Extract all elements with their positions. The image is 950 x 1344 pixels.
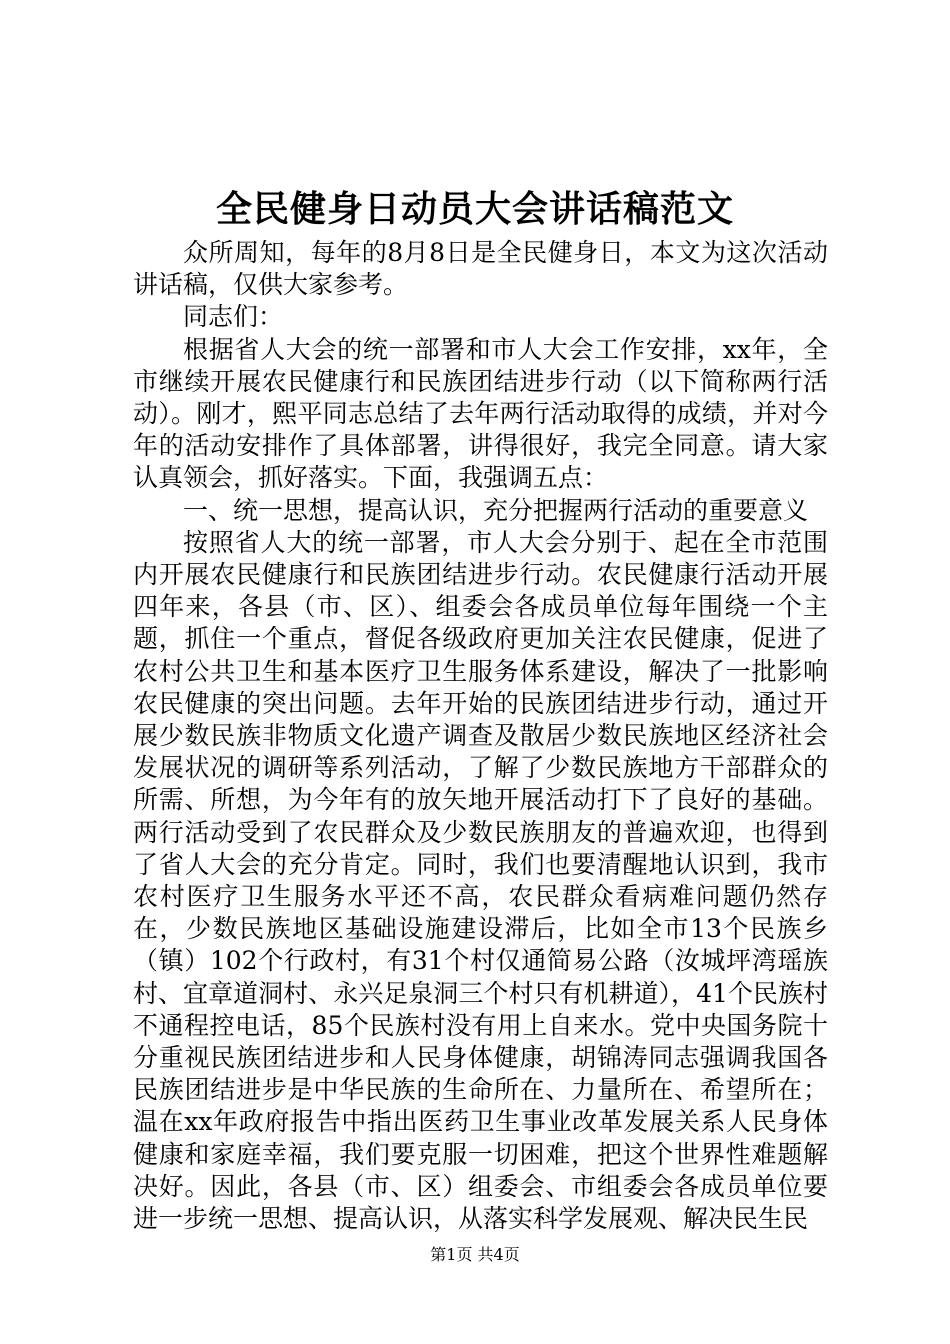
paragraph-opening: 根据省人大会的统一部署和市人大会工作安排，xx年，全市继续开展农民健康行和民族团结进步行动（以下简称两行活动）。刚才，熙平同志总结了去年两行活动取得的成绩，并对今年的活动安排作了具体部署，讲得很好，我完全同意。请大家认真领会，抓好落实。下面，我强调五点： [133, 334, 828, 493]
paragraph-intro: 众所周知，每年的8月8日是全民健身日，本文为这次活动讲话稿，仅供大家参考。 [133, 238, 828, 300]
document-body [133, 237, 828, 1235]
paragraph-section-1: 按照省人大的统一部署，市人大会分别于、起在全市范围内开展农民健康行和民族团结进步行动。农民健康行活动开展四年来，各县（市、区）、组委会各成员单位每年围绕一个主题，抓住一个重点，督促各级政府更加关注农民健康，促进了农村公共卫生和基本医疗卫生服务体系建设，解决了一批影响农民健康的突出问题。去年开始的民族团结进步行动，通过开展少数民族非物质文化遗产调查及散居少数民族地区经济社会发展状况的调研等系列活动，了解了少数民族地方干部群众的所需、所想，为今年有的放矢地开展活动打下了良好的基础。两行活动受到了农民群众及少数民族朋友的普遍欢迎，也得到了省人大会的充分肯定。同时，我们也要清醒地认识到，我市农村医疗卫生服务水平还不高，农民群众看病难问题仍然存在，少数民族地区基础设施建设滞后，比如全市13个民族乡（镇）102个行政村，有31个村仅通简易公路（汝城坪湾瑶族村、宜章道洞村、永兴足泉洞三个村只有机耕道），41个民族村不通程控电话，85个民族村没有用上自来水。党中央国务院十分重视民族团结进步和人民身体健康，胡锦涛同志强调我国各民族团结进步是中华民族的生命所在、力量所在、希望所在；温在xx年政府报告中指出医药卫生事业改革发展关系人民身体健康和家庭幸福，我们要克服一切困难，把这个世界性难题解决好。因此，各县（市、区）组委会、市组委会各成员单位要进一步统一思想、提高认识，从落实科学发展观、解决民生民 [133, 527, 828, 1234]
page-footer: 第1页 共4页 [430, 1245, 520, 1264]
section-heading-1: 一、统一思想，提高认识，充分把握两行活动的重要意义 [183, 495, 809, 525]
paragraph-salutation: 同志们： [183, 302, 284, 332]
document-title: 全民健身日动员大会讲话稿范文 [215, 188, 734, 230]
